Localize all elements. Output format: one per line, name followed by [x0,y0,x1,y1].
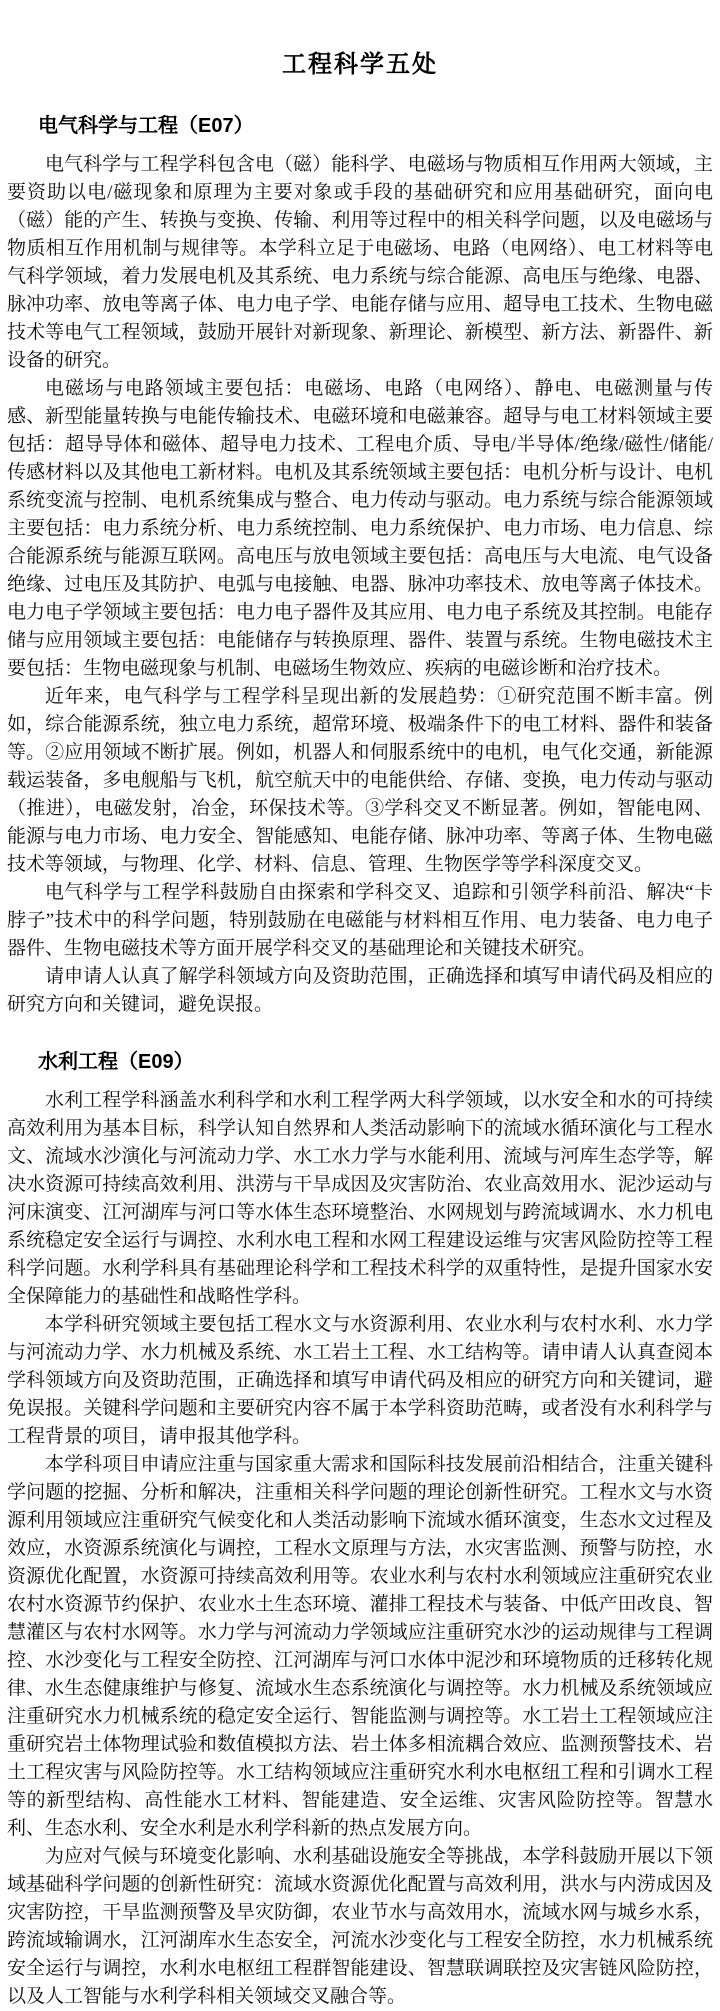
paragraph: 电气科学与工程学科鼓励自由探索和学科交叉、追踪和引领学科前沿、解决“卡脖子”技术中的科学问题，特别鼓励在电磁能与材料相互作用、电力装备、电力电子器件、生物电磁技术等方面开展学科交叉的基础理论和关键技术研究。 [7,882,713,959]
paragraph: 本学科项目申请应注重与国家重大需求和国际科技发展前沿相结合，注重关键科学问题的挖掘、分析和解决，注重相关科学问题的理论创新性研究。工程水文与水资源利用领域应注重研究气候变化和人类活动影响下流域水循环演变，生态水文过程及效应，水资源系统演化与调控，工程水文原理与方法，水灾害监测、预警与防控，水资源优化配置，水资源可持续高效利用等。农业水利与农村水利领域应注重研究农业农村水资源节约保护、农业水土生态环境、灌排工程技术与装备、中低产田改良、智慧灌区与农村水网等。水力学与河流动力学领域应注重研究水沙的运动规律与工程调控、水沙变化与工程安全防控、江河湖库与河口水体中泥沙和环境物质的迁移转化规律、水生态健康维护与修复、流域水生态系统演化与调控等。水力机械及系统领域应注重研究水力机械系统的稳定安全运行、智能监测与调控等。水工岩土工程领域应注重研究岩土体物理试验和数值模拟方法、岩土体多相流耦合效应、监测预警技术、岩土工程灾害与风险防控等。水工结构领域应注重研究水利水电枢纽工程和引调水工程等的新型结构、高性能水工材料、智能建造、安全运维、灾害风险防控等。智慧水利、生态水利、安全水利是水利学科新的热点发展方向。 [7,1454,713,1839]
section-heading-e09: 水利工程（E09） [38,1051,194,1073]
paragraph: 本学科研究领域主要包括工程水文与水资源利用、农业水利与农村水利、水力学与河流动力学、水力机械及系统、水工岩土工程、水工结构等。请申请人认真查阅本学科领域方向及资助范围，正确选择和填写申请代码及相应的研究方向和关键词，避免误报。关键科学问题和主要研究内容不属于本学科资助范畴，或者没有水利科学与工程背景的项目，请申报其他学科。 [7,1314,713,1447]
paragraph: 水利工程学科涵盖水利科学和水利工程学两大科学领域，以水安全和水的可持续高效利用为基本目标，科学认知自然界和人类活动影响下的流域水循环演化与工程水文、流域水沙演化与河流动力学、水工水力学与水能利用、流域与河库生态学等，解决水资源可持续高效利用、洪涝与干旱成因及灾害防治、农业高效用水、泥沙运动与河床演变、江河湖库与河口等水体生态环境整治、水网规划与跨流域调水、水力机电系统稳定安全运行与调控、水利水电工程和水网工程建设运维与灾害风险防控等工程科学问题。水利学科具有基础理论科学和工程技术科学的双重特性，是提升国家水安全保障能力的基础性和战略性学科。 [7,1090,713,1307]
section-body-e09 [7,1087,713,2011]
section-heading-e07: 电气科学与工程（E07） [38,115,254,137]
paragraph: 请申请人认真了解学科领域方向及资助范围，正确选择和填写申请代码及相应的研究方向和关键词，避免误报。 [7,966,713,1015]
document-title: 工程科学五处 [282,51,438,78]
paragraph: 为应对气候与环境变化影响、水利基础设施安全等挑战，本学科鼓励开展以下领域基础科学问题的创新性研究：流域水资源优化配置与高效利用，洪水与内涝成因及灾害防控，干旱监测预警及旱灾防御，农业节水与高效用水，流域水网与城乡水系，跨流域输调水，江河湖库水生态安全，河流水沙变化与工程安全防控，水力机械系统安全运行与调控，水利水电枢纽工程群智能建设、智慧联调联控及灾害链风险防控，以及人工智能与水利学科相关领域交叉融合等。 [7,1846,713,2007]
paragraph: 近年来，电气科学与工程学科呈现出新的发展趋势：①研究范围不断丰富。例如，综合能源系统，独立电力系统，超常环境、极端条件下的电工材料、器件和装备等。②应用领域不断扩展。例如，机器人和伺服系统中的电机，电气化交通，新能源载运装备，多电舰船与飞机，航空航天中的电能供给、存储、变换，电力传动与驱动（推进），电磁发射，冶金，环保技术等。③学科交叉不断显著。例如，智能电网、能源与电力市场、电力安全、智能感知、电能存储、脉冲功率、等离子体、生物电磁技术等领域，与物理、化学、材料、信息、管理、生物医学等学科深度交叉。 [7,686,713,875]
paragraph: 电磁场与电路领域主要包括：电磁场、电路（电网络）、静电、电磁测量与传感、新型能量转换与电能传输技术、电磁环境和电磁兼容。超导与电工材料领域主要包括：超导导体和磁体、超导电力技术、工程电介质、导电/半导体/绝缘/磁性/储能/传感材料以及其他电工新材料。电机及其系统领域主要包括：电机分析与设计、电机系统变流与控制、电机系统集成与整合、电力传动与驱动。电力系统与综合能源领域主要包括：电力系统分析、电力系统控制、电力系统保护、电力市场、电力信息、综合能源系统与能源互联网。高电压与放电领域主要包括：高电压与大电流、电气设备绝缘、过电压及其防护、电弧与电接触、电器、脉冲功率技术、放电等离子体技术。电力电子学领域主要包括：电力电子器件及其应用、电力电子系统及其控制。电能存储与应用领域主要包括：电能储存与转换原理、器件、装置与系统。生物电磁技术主要包括：生物电磁现象与机制、电磁场生物效应、疾病的电磁诊断和治疗技术。 [7,378,713,679]
section-body-e07 [7,151,713,1019]
paragraph: 电气科学与工程学科包含电（磁）能科学、电磁场与物质相互作用两大领域，主要资助以电/磁现象和原理为主要对象或手段的基础研究和应用基础研究，面向电（磁）能的产生、转换与变换、传输、利用等过程中的相关科学问题，以及电磁场与物质相互作用机制与规律等。本学科立足于电磁场、电路（电网络）、电工材料等电气科学领域，着力发展电机及其系统、电力系统与综合能源、高电压与绝缘、电器、脉冲功率、放电等离子体、电力电子学、电能存储与应用、超导电工技术、生物电磁技术等电气工程领域，鼓励开展针对新现象、新理论、新模型、新方法、新器件、新设备的研究。 [7,154,713,371]
